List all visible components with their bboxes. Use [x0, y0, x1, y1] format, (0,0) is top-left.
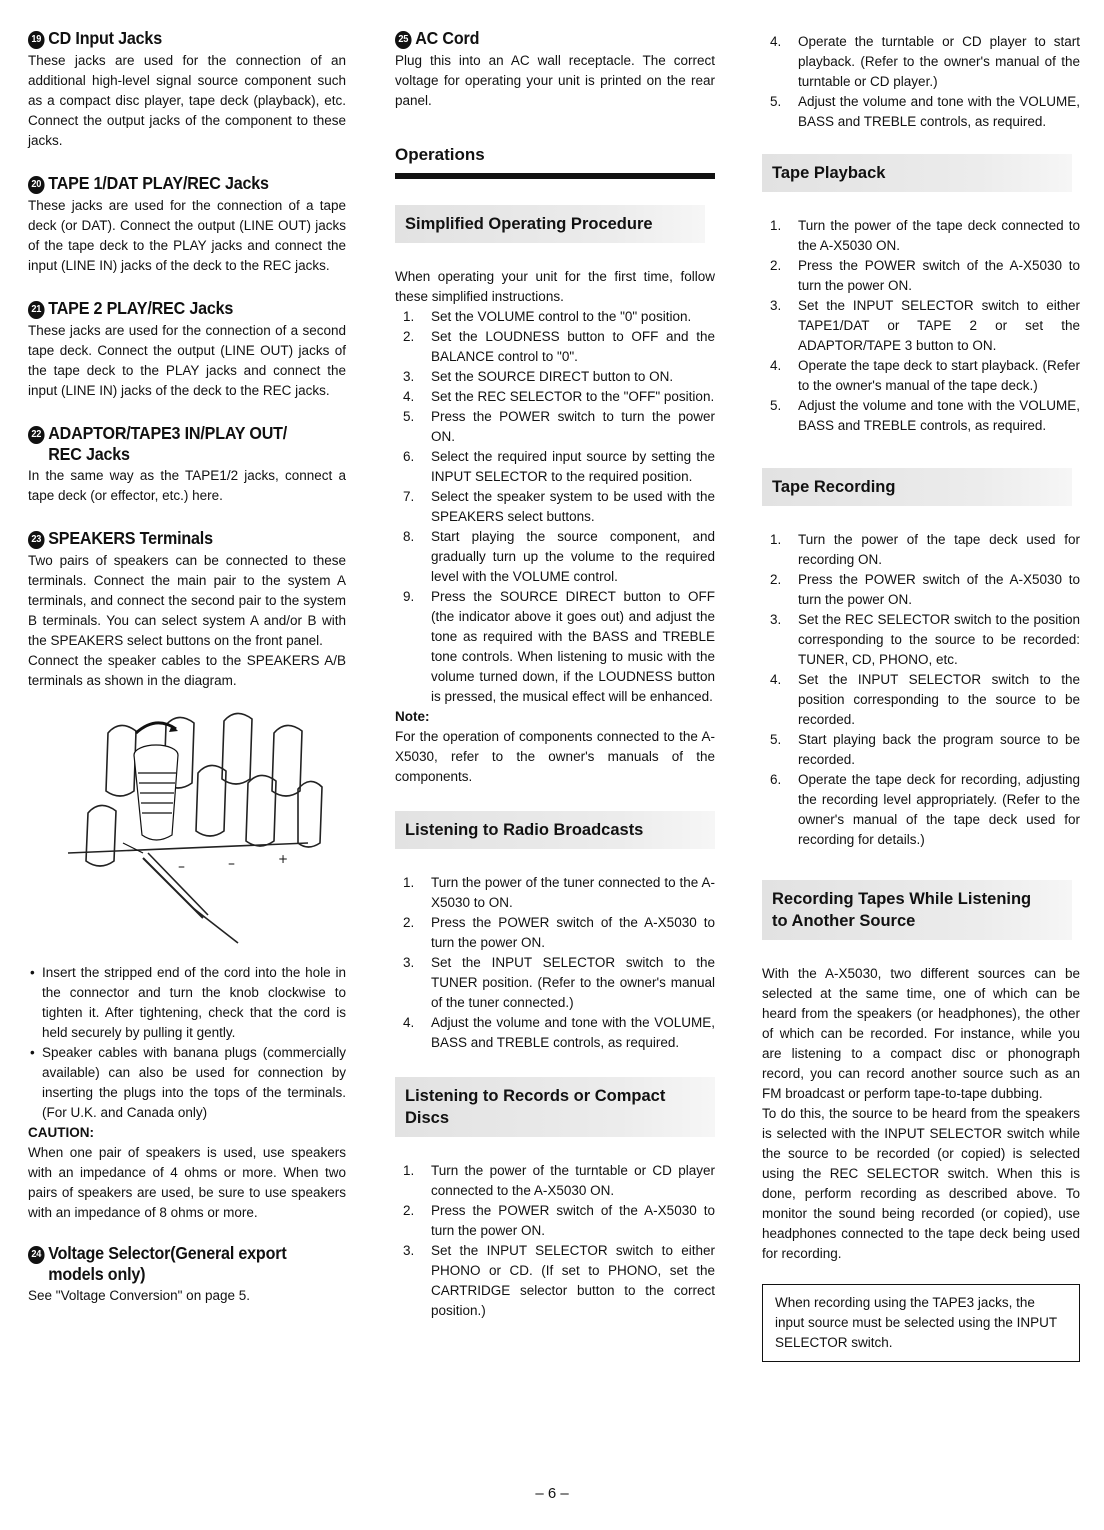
- body-text-2: Connect the speaker cables to the SPEAKERS A/B terminals as shown in the diagram.: [28, 653, 346, 689]
- records-heading-line1: Listening to Records or Compact: [405, 1087, 666, 1105]
- list-item: 4. Set the REC SELECTOR to the "OFF" position.: [403, 389, 715, 404]
- svg-text:–: –: [228, 856, 235, 873]
- note-text: For the operation of components connected to the A-X5030, refer to the owner's manuals of the components.: [395, 729, 715, 784]
- list-item: 6. Select the required input source by setting the INPUT SELECTOR to the required position.: [403, 449, 715, 484]
- heading-text: TAPE 1/DAT PLAY/REC Jacks: [48, 173, 269, 193]
- heading: [28, 1243, 321, 1284]
- list-item: 3. Set the SOURCE DIRECT button to ON.: [403, 369, 674, 384]
- section-tape2-jacks: [28, 298, 346, 401]
- column-2: [395, 28, 715, 1321]
- list-item: 1. Turn the power of the tape deck connected to the A-X5030 ON.: [770, 218, 1080, 253]
- heading: [395, 28, 689, 49]
- operations-title: Operations: [395, 145, 485, 164]
- records-steps-cont: [762, 32, 1080, 132]
- records-heading: [395, 1077, 715, 1137]
- list-item: 1. Turn the power of the turntable or CD player connected to the A-X5030 ON.: [403, 1163, 715, 1198]
- records-heading-line2: Discs: [405, 1109, 450, 1127]
- list-item: 3. Set the INPUT SELECTOR switch to the TUNER position. (Refer to the owner's manual of the tuner connected.): [403, 955, 715, 1010]
- list-item: 6. Operate the tape deck for recording, adjusting the recording level appropriately. (Refer to the owner's manual of the tape deck used for recording for details.): [770, 772, 1080, 847]
- list-item: 3. Set the INPUT SELECTOR switch to either PHONO or CD. (If set to PHONO, set the CARTRIDGE selector button to the correct position.): [403, 1243, 715, 1318]
- section-cd-input-jacks: [28, 28, 346, 151]
- playback-steps: [762, 216, 1080, 436]
- recording-heading: Tape Recording: [762, 468, 1072, 506]
- heading: [28, 28, 321, 49]
- recording-steps: [762, 530, 1080, 850]
- while-heading-line2: to Another Source: [772, 912, 916, 930]
- body-text: These jacks are used for the connection of a second tape deck. Connect the output (LINE OUT) jacks of the tape deck to the PLAY jacks and connect the input (LINE IN) jacks of the deck to the REC jacks.: [28, 323, 346, 398]
- while-heading: [762, 880, 1072, 940]
- heading-text: Voltage Selector(General export: [48, 1243, 287, 1264]
- list-item: 4. Set the INPUT SELECTOR switch to the position corresponding to the source to be recorded.: [770, 672, 1080, 727]
- list-item: 2. Press the POWER switch of the A-X5030 to turn the power ON.: [403, 915, 715, 950]
- list-item: 4. Adjust the volume and tone with the VOLUME, BASS and TREBLE controls, as required.: [403, 1015, 715, 1050]
- item-number: 25: [395, 31, 412, 49]
- list-item: • Insert the stripped end of the cord into the hole in the connector and turn the knob clockwise to tighten it. After tightening, check that the cord is held securely by pulling it gently.: [28, 963, 346, 1043]
- item-number: 19: [28, 31, 45, 49]
- section-adaptor-jacks: [28, 423, 346, 506]
- heading-text: AC Cord: [415, 28, 480, 48]
- heading-text-cont: REC Jacks: [48, 444, 130, 464]
- radio-steps: [395, 873, 715, 1053]
- heading-text-cont: models only): [48, 1264, 146, 1285]
- list-item: 2. Press the POWER switch of the A-X5030 to turn the power ON.: [403, 1203, 715, 1238]
- list-item: 7. Select the speaker system to be used with the SPEAKERS select buttons.: [403, 489, 715, 524]
- heading: [28, 423, 321, 464]
- body-text: These jacks are used for the connection of an additional high-level signal source component such as a compact disc player, tape deck (playback), etc. Connect the output jacks of the component to these jacks.: [28, 53, 346, 148]
- section-voltage-selector: [28, 1243, 346, 1306]
- page-number: – 6 –: [535, 1485, 569, 1502]
- speaker-terminal-diagram: [48, 703, 328, 953]
- intro-text: When operating your unit for the first time, follow these simplified instructions.: [395, 269, 715, 304]
- svg-text:–: –: [178, 859, 185, 876]
- body-text: See "Voltage Conversion" on page 5.: [28, 1288, 250, 1304]
- body-text-2: To do this, the source to be heard from the speakers is selected with the INPUT SELECTOR switch while the source to be recorded (or copied) is selected using the REC SELECTOR switch. When this is done, perform recording as described above. To monitor the sound being recorded (or copied), use headphones connected to the tape deck being used for recording.: [762, 1106, 1080, 1261]
- records-steps: [395, 1161, 715, 1321]
- list-item: 8. Start playing the source component, and gradually turn up the volume to the required level with the VOLUME control.: [403, 529, 715, 584]
- section-tape1-jacks: [28, 173, 346, 276]
- list-item: 2. Set the LOUDNESS button to OFF and the BALANCE control to "0".: [403, 329, 715, 364]
- item-number: 22: [28, 426, 45, 444]
- item-number: 23: [28, 531, 45, 549]
- heading-text: SPEAKERS Terminals: [48, 528, 213, 549]
- list-item: 4. Operate the turntable or CD player to start playback. (Refer to the owner's manual of the turntable or CD player.): [770, 34, 1080, 89]
- body-text: Two pairs of speakers can be connected to these terminals. Connect the main pair to the system A terminals, and connect the second pair to the system B terminals. You can select system A and/or B with the SPEAKERS select buttons on the front panel.: [28, 553, 346, 649]
- list-item: 3. Set the INPUT SELECTOR switch to either TAPE1/DAT or TAPE 2 or set the ADAPTOR/TAPE 3 button to ON.: [770, 298, 1080, 353]
- list-item: 1. Set the VOLUME control to the "0" position.: [403, 309, 692, 324]
- caution-label: CAUTION:: [28, 1125, 94, 1141]
- list-item: 3. Set the REC SELECTOR switch to the position corresponding to the source to be recorded: TUNER, CD, PHONO, etc.: [770, 612, 1080, 667]
- list-item: 2. Press the POWER switch of the A-X5030 to turn the power ON.: [770, 572, 1080, 607]
- list-item: 1. Turn the power of the tape deck used for recording ON.: [770, 532, 1080, 567]
- body-text: In the same way as the TAPE1/2 jacks, connect a tape deck (or effector, etc.) here.: [28, 468, 346, 504]
- heading-text: ADAPTOR/TAPE3 IN/PLAY OUT/: [48, 423, 288, 443]
- radio-heading: Listening to Radio Broadcasts: [395, 811, 715, 849]
- item-number: 20: [28, 176, 45, 194]
- list-item: 2. Press the POWER switch of the A-X5030 to turn the power ON.: [770, 258, 1080, 293]
- section-speakers-terminals: [28, 528, 346, 1223]
- playback-heading: Tape Playback: [762, 154, 1072, 192]
- body-text: With the A-X5030, two different sources can be selected at the same time, one of which can be heard from the speakers (or headphones), the other of which can be recorded. For instance, while you are listening to a compact disc or phonograph record, you can record another source such as an FM broadcast or perform tape-to-tape dubbing.: [762, 966, 1080, 1101]
- body-text: Plug this into an AC wall receptacle. The correct voltage for operating your unit is printed on the rear panel.: [395, 53, 715, 108]
- heading: [28, 298, 321, 319]
- divider: [395, 173, 715, 179]
- bullet-list: [28, 963, 346, 1123]
- section-ac-cord: [395, 28, 715, 111]
- simplified-heading: Simplified Operating Procedure: [395, 205, 705, 243]
- column-1: [28, 28, 346, 1306]
- note-label: Note:: [395, 709, 430, 724]
- heading-text: TAPE 2 PLAY/REC Jacks: [48, 298, 234, 318]
- heading: [28, 528, 321, 549]
- list-item: 5. Adjust the volume and tone with the VOLUME, BASS and TREBLE controls, as required.: [770, 94, 1080, 129]
- list-item: 5. Adjust the volume and tone with the VOLUME, BASS and TREBLE controls, as required.: [770, 398, 1080, 433]
- list-item: 4. Operate the tape deck to start playback. (Refer to the owner's manual of the tape deck.): [770, 358, 1080, 393]
- while-heading-line1: Recording Tapes While Listening: [772, 890, 1032, 908]
- item-number: 24: [28, 1246, 45, 1264]
- list-item: 9. Press the SOURCE DIRECT button to OFF (the indicator above it goes out) and adjust the tone as required with the BASS and TREBLE tone controls. When listening to music with the volume turned down, if the LOUDNESS button is pressed, the musical effect will be enhanced.: [403, 589, 715, 704]
- list-item: 1. Turn the power of the tuner connected to the A-X5030 to ON.: [403, 875, 715, 910]
- column-3: [762, 32, 1080, 1362]
- list-item: 5. Start playing back the program source to be recorded.: [770, 732, 1080, 767]
- list-item: 5. Press the POWER switch to turn the power ON.: [403, 409, 715, 444]
- caution-text: When one pair of speakers is used, use speakers with an impedance of 4 ohms or more. When two pairs of speakers are used, be sure to use speakers with an impedance of 8 ohms or more.: [28, 1145, 346, 1221]
- tape3-notice-box: When recording using the TAPE3 jacks, the input source must be selected using the INPUT SELECTOR switch.: [762, 1284, 1080, 1362]
- simplified-steps: [395, 307, 715, 707]
- svg-text:+: +: [278, 852, 289, 867]
- list-item: • Speaker cables with banana plugs (commercially available) can also be used for connection by inserting the plugs into the tops of the terminals. (For U.K. and Canada only): [28, 1043, 346, 1123]
- heading-text: CD Input Jacks: [48, 28, 162, 48]
- item-number: 21: [28, 301, 45, 319]
- body-text: These jacks are used for the connection of a tape deck (or DAT). Connect the output (LINE OUT) jacks of the tape deck to the PLAY jacks and connect the input (LINE IN) jacks of the deck to the REC jacks.: [28, 198, 346, 273]
- heading: [28, 173, 321, 194]
